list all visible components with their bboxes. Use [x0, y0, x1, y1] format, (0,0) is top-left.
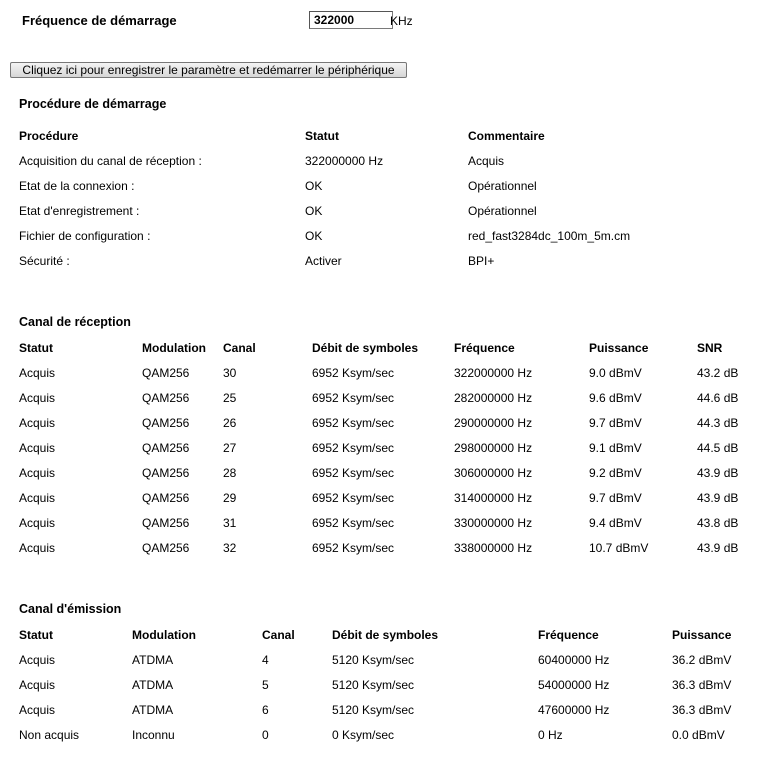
downstream-channel-table — [19, 335, 757, 560]
table-cell: Acquis — [19, 465, 56, 480]
table-cell: Acquis — [19, 702, 56, 717]
table-cell: Acquis — [19, 677, 56, 692]
table-cell: 60400000 Hz — [538, 652, 610, 667]
startup-procedure-table — [19, 123, 668, 273]
table-row — [19, 385, 757, 410]
table-cell: 26 — [223, 415, 237, 430]
startup-frequency-unit: KHz — [390, 14, 413, 28]
table-cell: 314000000 Hz — [454, 490, 533, 505]
table-cell: Acquis — [19, 440, 56, 455]
table-cell: Inconnu — [132, 727, 175, 742]
table-cell: ATDMA — [132, 702, 174, 717]
table-cell: 6952 Ksym/sec — [312, 540, 395, 555]
table-cell: 47600000 Hz — [538, 702, 610, 717]
table-row — [19, 672, 742, 697]
table-cell: 43.9 dB — [697, 540, 739, 555]
table-cell: 5120 Ksym/sec — [332, 652, 415, 667]
table-cell: Opérationnel — [468, 203, 537, 218]
table-cell: Acquis — [19, 390, 56, 405]
table-cell: 6952 Ksym/sec — [312, 515, 395, 530]
table-row — [19, 510, 757, 535]
startup-frequency-input[interactable] — [309, 11, 393, 29]
table-row — [19, 248, 668, 273]
table-cell: 0.0 dBmV — [672, 727, 725, 742]
table-cell: 54000000 Hz — [538, 677, 610, 692]
column-header: SNR — [697, 340, 723, 355]
table-cell: 43.9 dB — [697, 465, 739, 480]
table-cell: 330000000 Hz — [454, 515, 533, 530]
table-cell: QAM256 — [142, 465, 190, 480]
table-cell: 10.7 dBmV — [589, 540, 649, 555]
column-header: Canal — [223, 340, 256, 355]
table-cell: QAM256 — [142, 365, 190, 380]
table-cell: 6952 Ksym/sec — [312, 490, 395, 505]
table-cell: 6952 Ksym/sec — [312, 365, 395, 380]
table-row — [19, 535, 757, 560]
table-cell: Acquis — [19, 415, 56, 430]
table-cell: Acquis — [19, 540, 56, 555]
table-row — [19, 485, 757, 510]
table-cell: 282000000 Hz — [454, 390, 533, 405]
table-cell: 6952 Ksym/sec — [312, 415, 395, 430]
table-row — [19, 697, 742, 722]
table-cell: OK — [305, 178, 323, 193]
table-cell: 290000000 Hz — [454, 415, 533, 430]
table-cell: 9.7 dBmV — [589, 490, 642, 505]
table-row — [19, 435, 757, 460]
column-header: Fréquence — [454, 340, 515, 355]
column-header: Statut — [19, 627, 53, 642]
table-cell: 25 — [223, 390, 237, 405]
table-cell: 36.2 dBmV — [672, 652, 732, 667]
upstream-channel-title: Canal d'émission — [19, 602, 122, 616]
table-cell: 4 — [262, 652, 269, 667]
table-cell: 9.4 dBmV — [589, 515, 642, 530]
table-cell: 6952 Ksym/sec — [312, 465, 395, 480]
table-cell: red_fast3284dc_100m_5m.cm — [468, 228, 631, 243]
startup-frequency-label: Fréquence de démarrage — [22, 13, 177, 28]
table-cell: QAM256 — [142, 490, 190, 505]
table-cell: Opérationnel — [468, 178, 537, 193]
upstream-channel-table — [19, 622, 742, 747]
table-cell: 298000000 Hz — [454, 440, 533, 455]
table-cell: 44.3 dB — [697, 415, 739, 430]
table-cell: 9.7 dBmV — [589, 415, 642, 430]
table-cell: 5120 Ksym/sec — [332, 702, 415, 717]
table-cell: 322000000 Hz — [454, 365, 533, 380]
table-cell: 6952 Ksym/sec — [312, 390, 395, 405]
table-cell: 32 — [223, 540, 237, 555]
table-cell: 43.8 dB — [697, 515, 739, 530]
column-header: Puissance — [672, 627, 732, 642]
table-row — [19, 460, 757, 485]
table-cell: Acquis — [19, 490, 56, 505]
column-header: Modulation — [132, 627, 196, 642]
table-cell: 338000000 Hz — [454, 540, 533, 555]
table-cell: 0 Hz — [538, 727, 563, 742]
table-header-row — [19, 335, 757, 360]
table-cell: 44.6 dB — [697, 390, 739, 405]
table-cell: OK — [305, 228, 323, 243]
startup-frequency-row — [22, 11, 742, 31]
table-cell: BPI+ — [468, 253, 495, 268]
table-cell: 44.5 dB — [697, 440, 739, 455]
column-header: Statut — [19, 340, 53, 355]
table-cell: 27 — [223, 440, 237, 455]
table-cell: 306000000 Hz — [454, 465, 533, 480]
downstream-channel-title: Canal de réception — [19, 315, 131, 329]
column-header: Statut — [305, 128, 339, 143]
table-cell: 29 — [223, 490, 237, 505]
table-cell: 0 Ksym/sec — [332, 727, 395, 742]
table-row — [19, 173, 668, 198]
table-row — [19, 360, 757, 385]
table-cell: 9.1 dBmV — [589, 440, 642, 455]
table-cell: 322000000 Hz — [305, 153, 384, 168]
table-cell: 9.0 dBmV — [589, 365, 642, 380]
table-cell: 43.2 dB — [697, 365, 739, 380]
startup-procedure-title: Procédure de démarrage — [19, 97, 167, 111]
table-cell: 5120 Ksym/sec — [332, 677, 415, 692]
table-row — [19, 223, 668, 248]
table-cell: Etat d'enregistrement : — [19, 203, 140, 218]
column-header: Procédure — [19, 128, 79, 143]
table-row — [19, 410, 757, 435]
table-cell: QAM256 — [142, 415, 190, 430]
table-cell: 5 — [262, 677, 269, 692]
table-cell: OK — [305, 203, 323, 218]
column-header: Fréquence — [538, 627, 599, 642]
table-row — [19, 647, 742, 672]
table-cell: 36.3 dBmV — [672, 702, 732, 717]
column-header: Puissance — [589, 340, 649, 355]
table-cell: Etat de la connexion : — [19, 178, 135, 193]
table-cell: Acquis — [19, 365, 56, 380]
table-row — [19, 198, 668, 223]
table-cell: Activer — [305, 253, 342, 268]
column-header: Modulation — [142, 340, 206, 355]
table-cell: Sécurité : — [19, 253, 70, 268]
column-header: Débit de symboles — [312, 340, 419, 355]
table-cell: 6952 Ksym/sec — [312, 440, 395, 455]
table-cell: QAM256 — [142, 440, 190, 455]
table-cell: 0 — [262, 727, 269, 742]
column-header: Canal — [262, 627, 295, 642]
table-row — [19, 148, 668, 173]
table-cell: 9.6 dBmV — [589, 390, 642, 405]
table-cell: 30 — [223, 365, 237, 380]
table-row — [19, 722, 742, 747]
save-and-restart-button[interactable]: Cliquez ici pour enregistrer le paramètre et redémarrer le périphérique — [10, 62, 407, 78]
table-cell: QAM256 — [142, 390, 190, 405]
table-cell: QAM256 — [142, 515, 190, 530]
table-cell: Acquis — [468, 153, 505, 168]
table-cell: Acquis — [19, 515, 56, 530]
table-cell: 31 — [223, 515, 237, 530]
column-header: Commentaire — [468, 128, 545, 143]
table-cell: 28 — [223, 465, 237, 480]
table-cell: Acquis — [19, 652, 56, 667]
table-cell: 9.2 dBmV — [589, 465, 642, 480]
table-cell: Non acquis — [19, 727, 80, 742]
table-cell: Acquisition du canal de réception : — [19, 153, 202, 168]
table-cell: ATDMA — [132, 677, 174, 692]
column-header: Débit de symboles — [332, 627, 439, 642]
table-cell: ATDMA — [132, 652, 174, 667]
table-cell: 6 — [262, 702, 269, 717]
table-header-row — [19, 123, 668, 148]
table-cell: Fichier de configuration : — [19, 228, 151, 243]
table-cell: 36.3 dBmV — [672, 677, 732, 692]
table-header-row — [19, 622, 742, 647]
table-cell: 43.9 dB — [697, 490, 739, 505]
table-cell: QAM256 — [142, 540, 190, 555]
